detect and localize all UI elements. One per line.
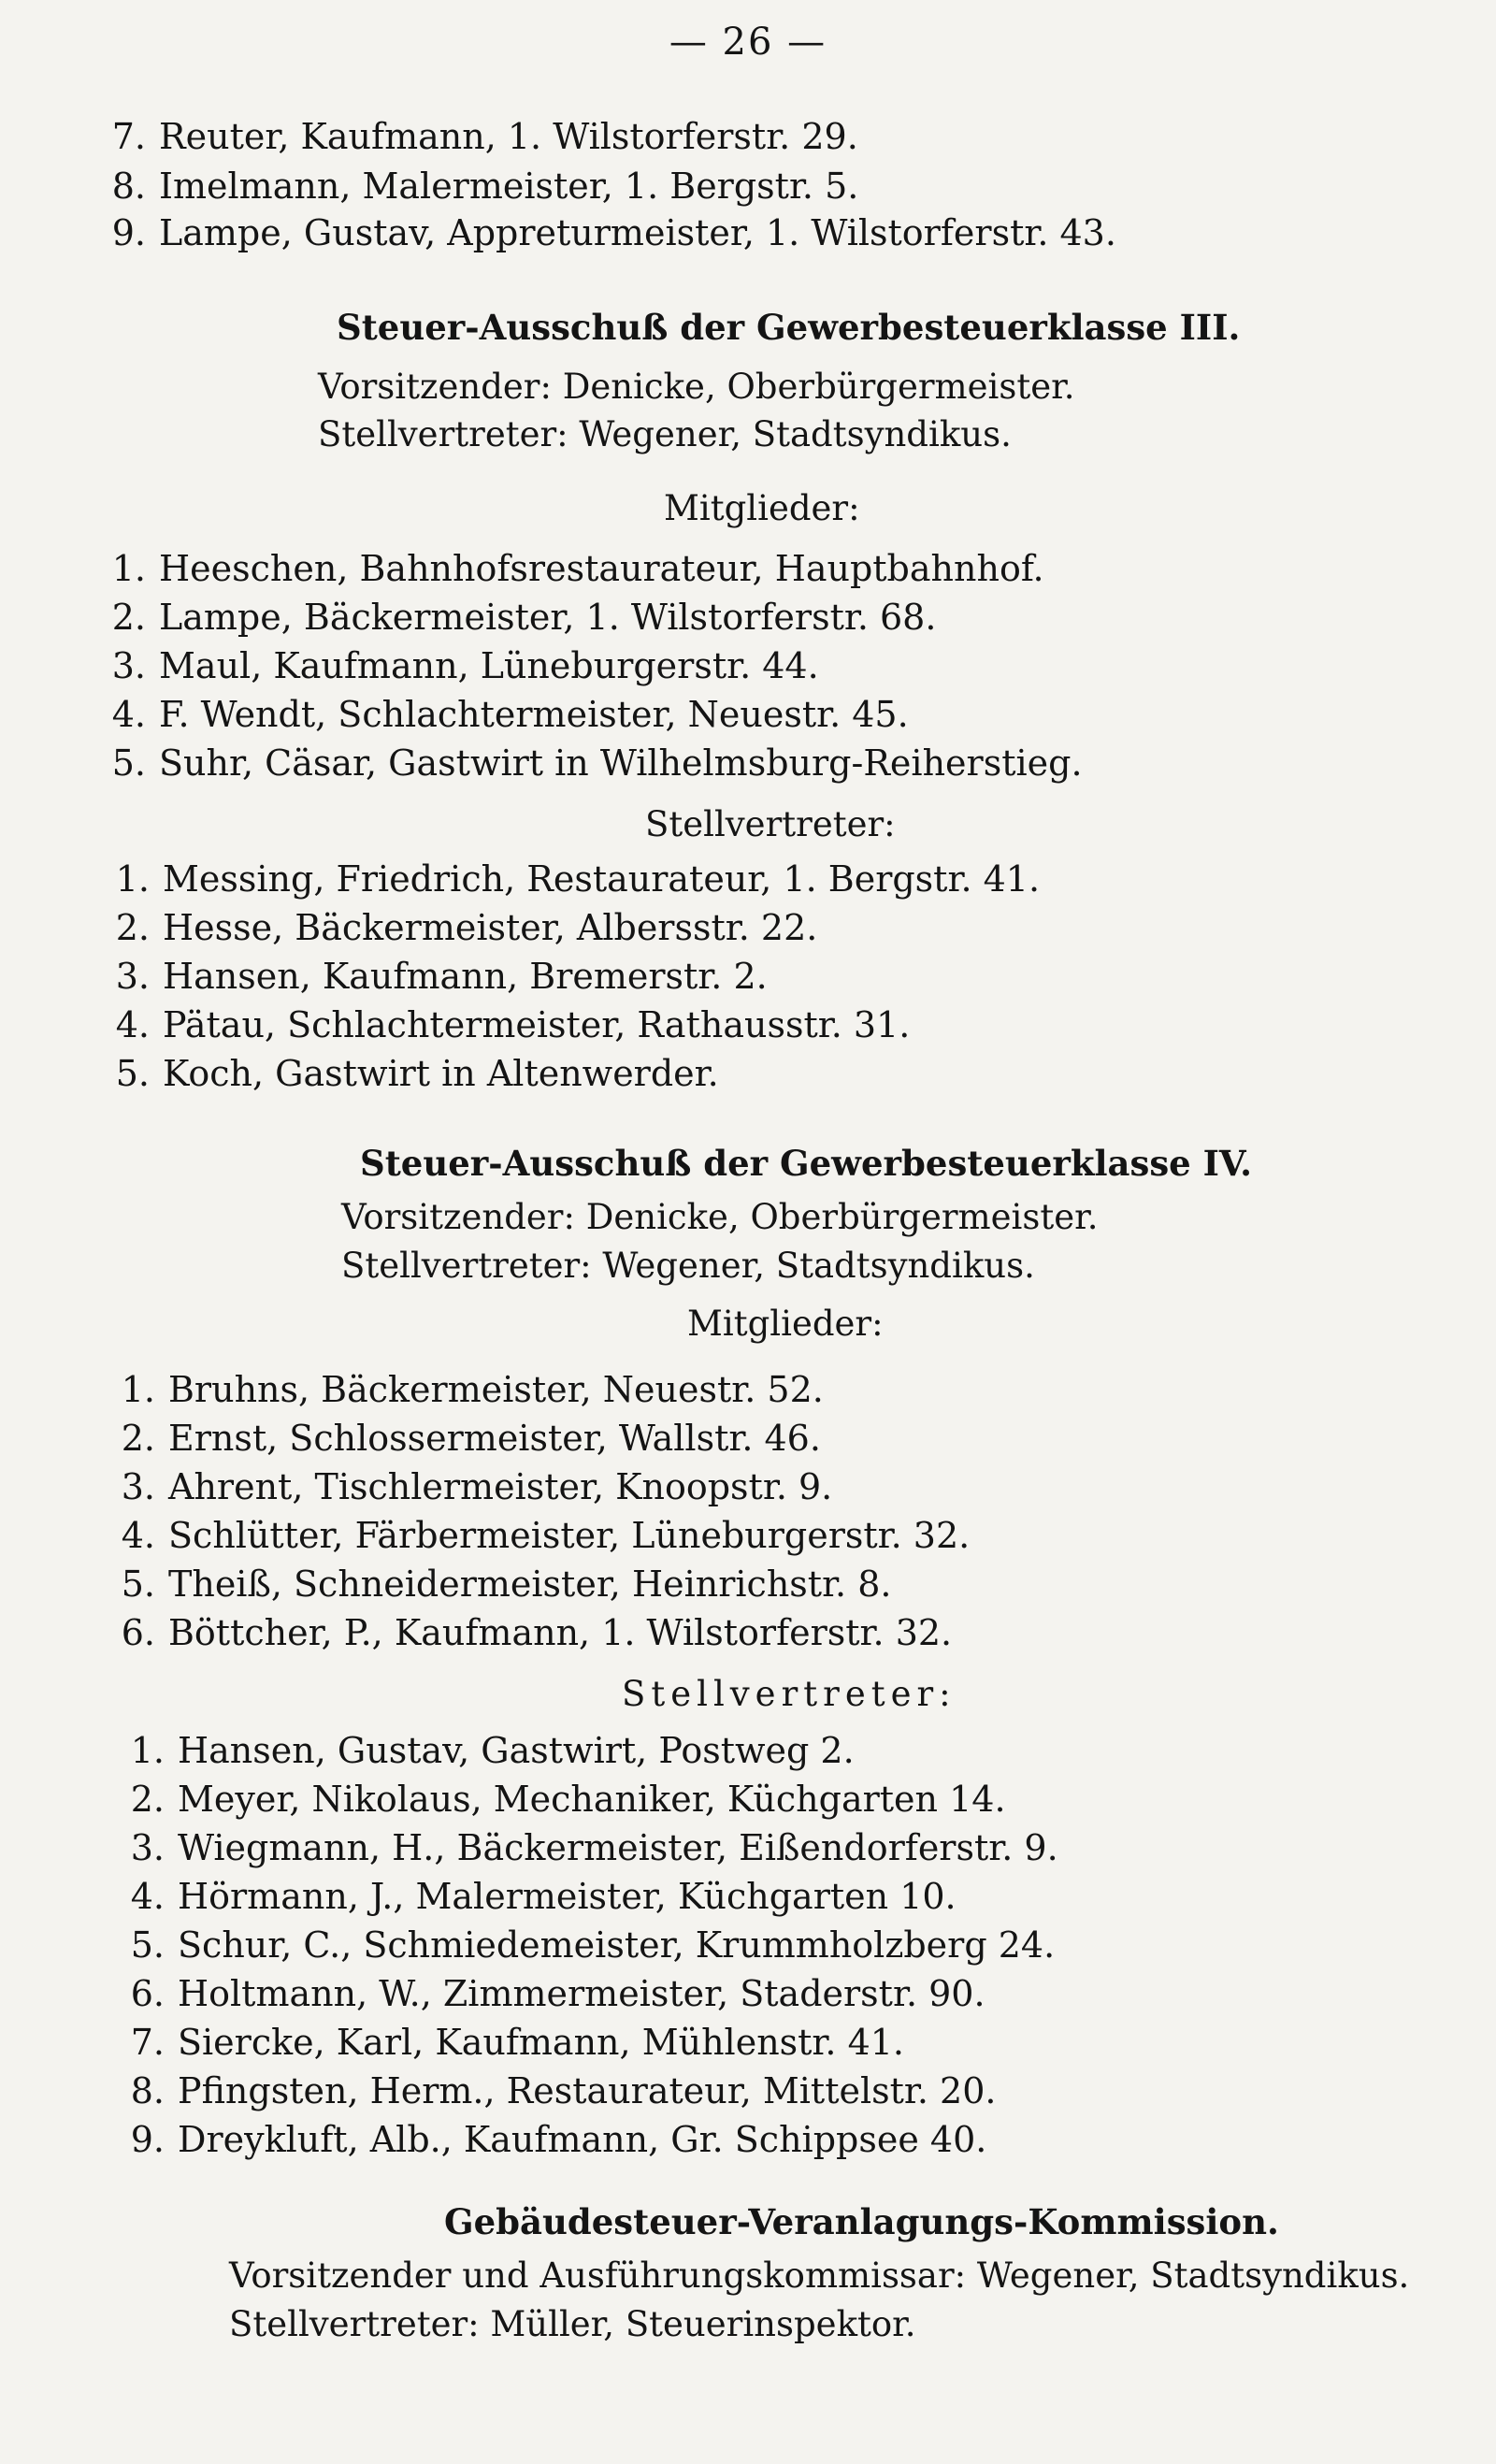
item-text: Wiegmann, H., Bäckermeister, Eißendorferstr. 9. [178, 1827, 1058, 1868]
list-item [112, 2020, 904, 2065]
item-number: 2. [121, 1418, 155, 1459]
item-text: Hansen, Gustav, Gastwirt, Postweg 2. [178, 1730, 855, 1771]
members-label: Mitglieder: [664, 488, 860, 528]
list-item [112, 1777, 1006, 1822]
item-text: Ernst, Schlossermeister, Wallstr. 46. [168, 1418, 821, 1459]
list-item [112, 1825, 1058, 1870]
item-number: 7. [130, 2022, 165, 2063]
item-number: 9. [111, 212, 146, 253]
section-heading: Steuer-Ausschuß der Gewerbesteuerklasse III. [337, 307, 1241, 348]
item-text: Pfingsten, Herm., Restaurateur, Mittelstr. 20. [178, 2070, 997, 2111]
list-item [94, 643, 819, 688]
list-item [97, 1002, 910, 1047]
item-text: Suhr, Cäsar, Gastwirt in Wilhelmsburg-Reiherstieg. [159, 742, 1083, 784]
list-item [94, 692, 909, 737]
item-text: Heeschen, Bahnhofsrestaurateur, Hauptbahnhof. [159, 548, 1044, 589]
list-item [97, 1051, 719, 1096]
list-item [112, 2117, 986, 2162]
item-text: Bruhns, Bäckermeister, Neuestr. 52. [168, 1369, 824, 1410]
item-text: Dreykluft, Alb., Kaufmann, Gr. Schippsee 40. [178, 2119, 987, 2160]
list-item [112, 1971, 985, 2016]
item-text: Hörmann, J., Malermeister, Küchgarten 10. [178, 1876, 957, 1917]
item-text: F. Wendt, Schlachtermeister, Neuestr. 45. [159, 694, 909, 735]
item-number: 1. [115, 858, 150, 900]
list-item [103, 1610, 952, 1655]
item-text: Koch, Gastwirt in Altenwerder. [163, 1053, 719, 1094]
list-item [103, 1464, 832, 1509]
chair-line: Vorsitzender und Ausführungskommissar: Wegener, Stadtsyndikus. [229, 2255, 1410, 2296]
item-number: 2. [111, 597, 146, 638]
section-heading: Steuer-Ausschuß der Gewerbesteuerklasse IV. [360, 1143, 1253, 1184]
item-text: Pätau, Schlachtermeister, Rathausstr. 31. [163, 1004, 911, 1045]
list-item [97, 857, 1040, 901]
chair-line: Vorsitzender: Denicke, Oberbürgermeister. [341, 1197, 1099, 1237]
item-number: 6. [121, 1612, 155, 1653]
item-text: Böttcher, P., Kaufmann, 1. Wilstorferstr. 32. [168, 1612, 953, 1653]
deputy-line: Stellvertreter: Wegener, Stadtsyndikus. [318, 414, 1012, 454]
deputies-label: Stellvertreter: [645, 804, 896, 844]
list-item [94, 741, 1083, 785]
deputy-line: Stellvertreter: Wegener, Stadtsyndikus. [341, 1246, 1035, 1286]
item-number: 1. [111, 548, 146, 589]
list-item [97, 954, 768, 999]
item-number: 3. [121, 1466, 155, 1507]
item-number: 4. [121, 1515, 155, 1556]
list-item [103, 1562, 891, 1607]
deputies-label: Stellvertreter: [622, 1674, 957, 1714]
item-number: 3. [111, 645, 146, 686]
item-number: 5. [130, 1924, 165, 1966]
item-number: 5. [111, 742, 146, 784]
item-number: 8. [111, 166, 146, 207]
list-item [103, 1367, 824, 1412]
item-number: 8. [130, 2070, 165, 2111]
item-number: 3. [115, 956, 150, 997]
item-number: 7. [111, 116, 146, 157]
list-item [103, 1416, 821, 1461]
item-number: 1. [130, 1730, 165, 1771]
item-text: Messing, Friedrich, Restaurateur, 1. Bergstr. 41. [163, 858, 1041, 900]
item-text: Schur, C., Schmiedemeister, Krummholzberg 24. [178, 1924, 1056, 1966]
item-text: Lampe, Bäckermeister, 1. Wilstorferstr. 68. [159, 597, 937, 638]
item-number: 2. [130, 1779, 165, 1820]
item-number: 4. [130, 1876, 165, 1917]
list-item [94, 595, 936, 640]
item-text: Maul, Kaufmann, Lüneburgerstr. 44. [159, 645, 819, 686]
list-item [112, 2068, 996, 2113]
item-text: Holtmann, W., Zimmermeister, Staderstr. 90. [178, 1973, 985, 2014]
list-item [103, 1513, 970, 1558]
item-number: 1. [121, 1369, 155, 1410]
item-text: Schlütter, Färbermeister, Lüneburgerstr. 32. [168, 1515, 971, 1556]
members-label: Mitglieder: [687, 1304, 884, 1344]
item-text: Hesse, Bäckermeister, Albersstr. 22. [163, 907, 818, 948]
item-text: Hansen, Kaufmann, Bremerstr. 2. [163, 956, 768, 997]
item-number: 3. [130, 1827, 165, 1868]
page-number: — 26 — [669, 21, 827, 64]
item-number: 2. [115, 907, 150, 948]
list-item [112, 1874, 957, 1919]
item-text: Reuter, Kaufmann, 1. Wilstorferstr. 29. [159, 116, 858, 157]
item-number: 5. [121, 1563, 155, 1605]
section-heading: Gebäudesteuer-Veranlagungs-Kommission. [444, 2201, 1279, 2242]
item-number: 4. [111, 694, 146, 735]
chair-line: Vorsitzender: Denicke, Oberbürgermeister. [318, 367, 1075, 407]
item-number: 5. [115, 1053, 150, 1094]
item-text: Imelmann, Malermeister, 1. Bergstr. 5. [159, 166, 859, 207]
deputy-line: Stellvertreter: Müller, Steuerinspektor. [229, 2304, 916, 2344]
item-text: Theiß, Schneidermeister, Heinrichstr. 8. [168, 1563, 892, 1605]
item-number: 6. [130, 1973, 165, 2014]
item-text: Ahrent, Tischlermeister, Knoopstr. 9. [168, 1466, 833, 1507]
item-text: Siercke, Karl, Kaufmann, Mühlenstr. 41. [178, 2022, 905, 2063]
list-item [112, 1923, 1055, 1967]
list-item [94, 546, 1044, 591]
list-item [94, 164, 858, 209]
item-number: 9. [130, 2119, 165, 2160]
list-item [94, 114, 858, 159]
list-item [112, 1728, 855, 1773]
list-item [97, 905, 817, 950]
item-text: Lampe, Gustav, Appreturmeister, 1. Wilstorferstr. 43. [159, 212, 1116, 253]
list-item [94, 210, 1116, 255]
item-text: Meyer, Nikolaus, Mechaniker, Küchgarten 14. [178, 1779, 1006, 1820]
item-number: 4. [115, 1004, 150, 1045]
